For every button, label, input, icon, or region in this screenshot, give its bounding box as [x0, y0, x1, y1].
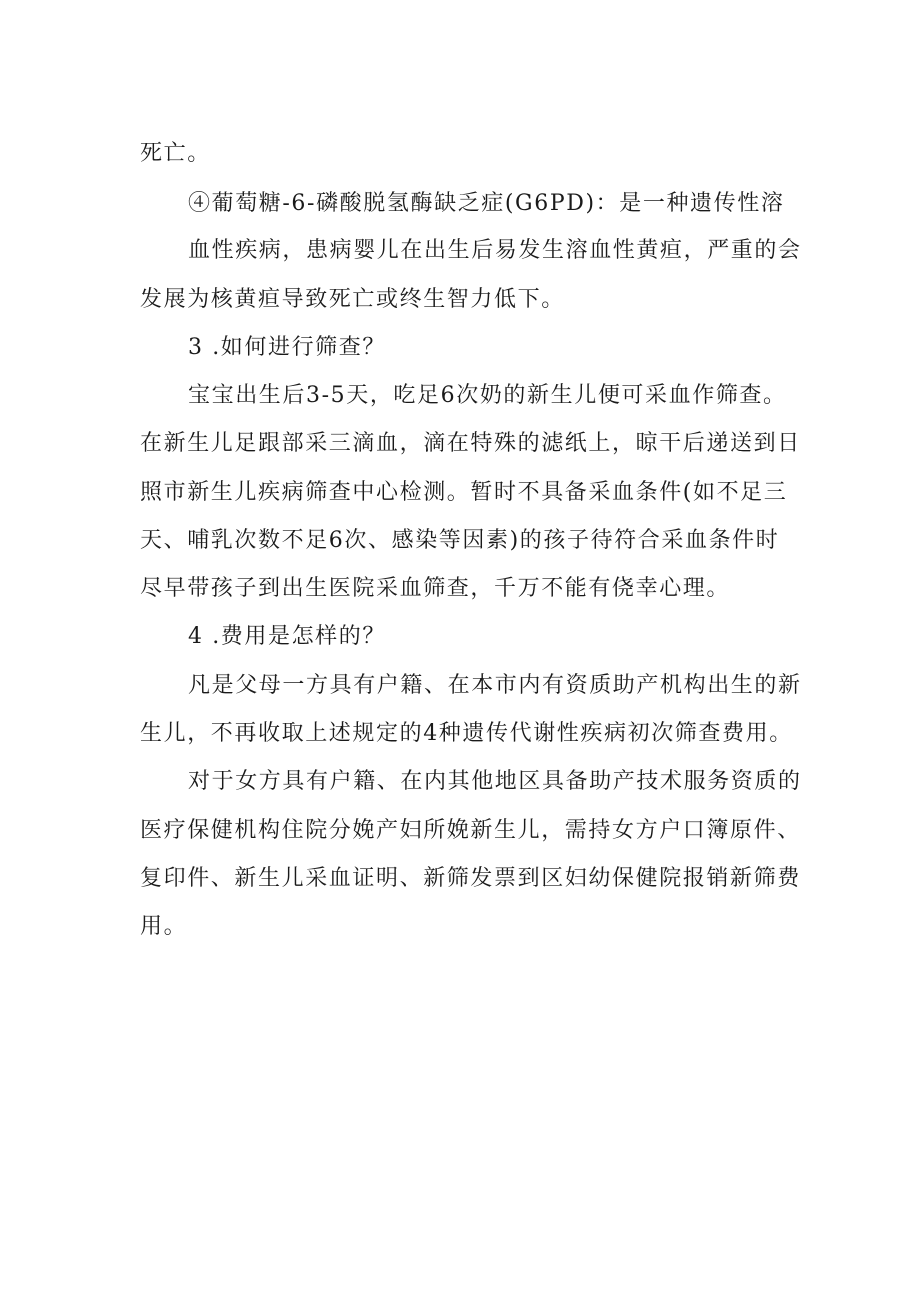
section-heading: 3 .如何进行筛查？	[188, 335, 386, 360]
text-line: 医疗保健机构住院分娩产妇所娩新生儿，需持女方户口簿原件、	[140, 818, 801, 843]
text-line: 对于女方具有户籍、在内其他地区具备助产技术服务资质的	[188, 769, 802, 794]
text-line: 复印件、新生儿采血证明、新筛发票到区妇幼保健院报销新筛费	[140, 866, 801, 891]
text-line: 照市新生儿疾病筛查中心检测。暂时不具备采血条件(如不足三	[140, 480, 788, 505]
text-line: 死亡。	[140, 141, 211, 166]
text-line: 血性疾病，患病婴儿在出生后易发生溶血性黄疸，严重的会	[188, 238, 802, 263]
text-line: 凡是父母一方具有户籍、在本市内有资质助产机构出生的新	[188, 673, 802, 698]
text-line: 生儿，不再收取上述规定的4种遗传代谢性疾病初次筛查费用。	[140, 721, 793, 746]
text-line: 尽早带孩子到出生医院采血筛查，千万不能有侥幸心理。	[140, 576, 731, 601]
section-heading: 4 .费用是怎样的？	[188, 624, 386, 649]
text-line: 在新生儿足跟部采三滴血，滴在特殊的滤纸上，晾干后递送到日	[140, 431, 801, 456]
text-line: ④葡萄糖-6-磷酸脱氢酶缺乏症(G6PD)：是一种遗传性溶	[188, 191, 785, 216]
text-line: 天、哺乳次数不足6次、感染等因素)的孩子待符合采血条件时	[140, 528, 780, 553]
text-line: 用。	[140, 914, 188, 939]
text-line: 发展为核黄疸导致死亡或终生智力低下。	[140, 287, 565, 312]
text-line: 宝宝出生后3-5天，吃足6次奶的新生儿便可采血作筛查。	[188, 383, 787, 408]
